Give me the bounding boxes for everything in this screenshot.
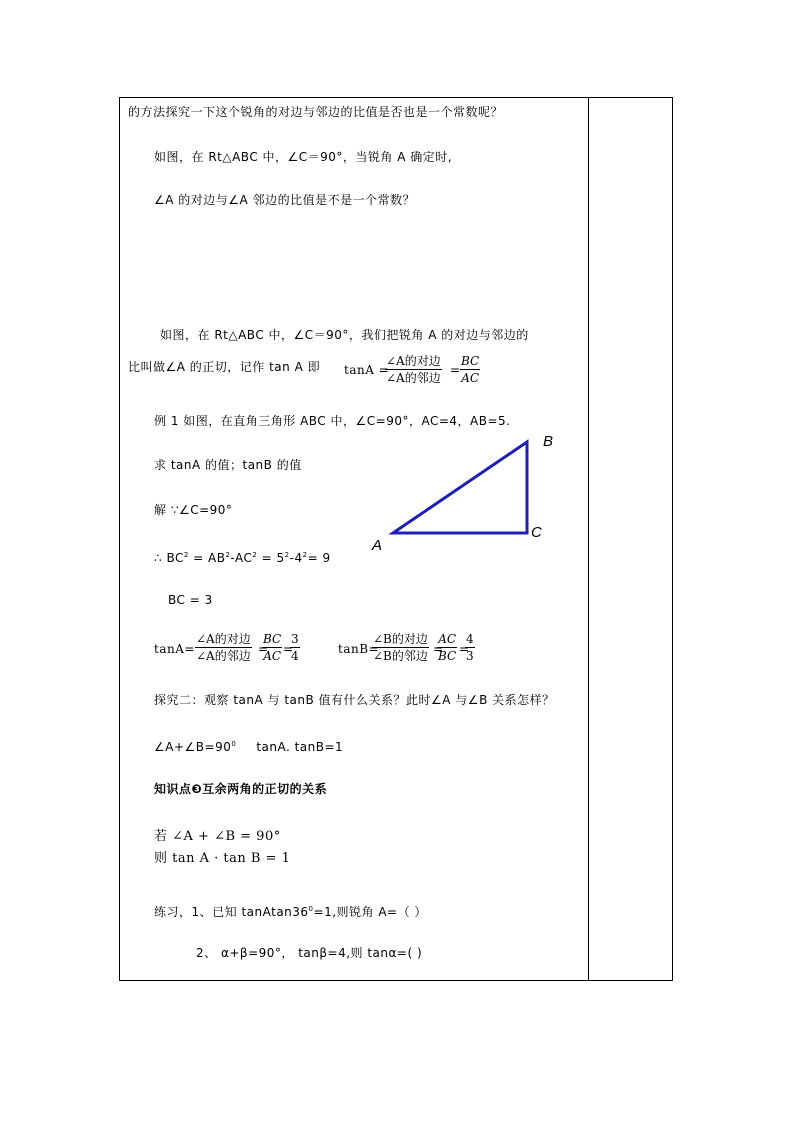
tanB-calc-fraction-1 [372, 632, 429, 663]
equals-sign: = [459, 642, 470, 656]
text-segment: ∠A+∠B=90 [154, 740, 232, 754]
exploration-two: 探究二：观察 tanA 与 tanB 值有什么关系？此时∠A 与∠B 关系怎样？ [154, 693, 555, 707]
superscript: 2 [183, 551, 189, 559]
fraction-numerator: ∠B的对边 [373, 632, 428, 646]
definition-line-1: 如图，在 Rt△ABC 中，∠C＝90°，我们把锐角 A 的对边与邻边的 [160, 328, 529, 342]
fraction-denominator: AC [263, 649, 282, 663]
fraction-denominator: 4 [291, 649, 299, 663]
knowledge-point-heading: 知识点❸互余两角的正切的关系 [154, 782, 328, 796]
tanA-def-lhs: tanA = [344, 363, 390, 377]
text-segment: = AB [188, 551, 226, 565]
vertex-label-b: B [543, 433, 554, 450]
solution-step-1: 解 ∵∠C=90° [154, 503, 233, 517]
intro-line: 的方法探究一下这个锐角的对边与邻边的比值是否也是一个常数呢？ [128, 105, 504, 119]
superscript: 2 [302, 551, 308, 559]
tanA-calc-fraction-2 [262, 632, 282, 663]
superscript: 0 [308, 905, 314, 913]
fraction-numerator: 3 [291, 632, 299, 646]
fraction-numerator: ∠A的对边 [386, 354, 441, 368]
equals-sign: = [433, 642, 444, 656]
theorem-then: 则 tan A · tan B = 1 [154, 851, 291, 866]
fraction-numerator: AC [438, 632, 457, 646]
definition-line-2: 比叫做∠A 的正切，记作 tan A 即 [128, 360, 321, 374]
fraction-numerator: 4 [466, 632, 474, 646]
question-line: ∠A 的对边与∠A 邻边的比值是不是一个常数？ [154, 193, 416, 207]
theorem-if: 若 ∠A + ∠B = 90° [154, 829, 281, 844]
fraction-denominator: ∠B的邻边 [373, 649, 428, 663]
fraction-denominator: AC [461, 371, 480, 385]
text-segment: ∴ BC [154, 551, 184, 565]
tanA-def-fraction-1 [385, 354, 442, 385]
text-segment: 练习，1、已知 tanAtan36 [154, 905, 309, 919]
tanA-calc-fraction-1 [195, 632, 252, 663]
vertex-label-a: A [372, 537, 383, 554]
right-triangle-abc [393, 442, 527, 533]
figure-condition-line: 如图，在 Rt△ABC 中，∠C＝90°，当锐角 A 确定时, [154, 150, 453, 164]
fraction-denominator: ∠A的邻边 [386, 371, 441, 385]
exercise-1 [154, 902, 427, 919]
tanA-def-fraction-2 [460, 354, 480, 385]
text-segment: -AC [230, 551, 253, 565]
text-segment: = 5 [257, 551, 285, 565]
equals-sign: = [258, 642, 269, 656]
solution-step-3: BC = 3 [168, 593, 213, 607]
superscript: 2 [252, 551, 258, 559]
fraction-numerator: BC [461, 354, 480, 368]
example-1-statement: 例 1 如图，在直角三角形 ABC 中，∠C=90°，AC=4，AB=5. [154, 414, 511, 428]
text-segment: -4 [289, 551, 303, 565]
superscript: 2 [284, 551, 290, 559]
example-1-question: 求 tanA 的值；tanB 的值 [154, 458, 302, 472]
tanB-calc-fraction-2 [437, 632, 457, 663]
tanA-calc-lhs: tanA= [154, 642, 195, 656]
superscript: 2 [225, 551, 231, 559]
text-segment: = 9 [307, 551, 331, 565]
fraction-numerator: ∠A的对边 [196, 632, 251, 646]
angle-relation [154, 737, 343, 754]
exercise-2: 2、 α+β=90°， tanβ=4,则 tanα=( ) [196, 946, 423, 960]
fraction-denominator: BC [438, 649, 457, 663]
superscript: 0 [231, 740, 237, 748]
equals-sign: = [450, 363, 461, 377]
table-column-divider [588, 97, 589, 981]
fraction-denominator: ∠A的邻边 [196, 649, 251, 663]
tanB-calc-fraction-3 [465, 632, 475, 663]
equals-sign: = [283, 642, 294, 656]
tanB-calc-lhs: tanB= [338, 642, 380, 656]
text-segment: tanA. tanB=1 [256, 740, 344, 754]
fraction-denominator: 3 [466, 649, 474, 663]
text-segment: =1,则锐角 A=（ ） [313, 905, 427, 919]
solution-step-2 [154, 548, 331, 565]
vertex-label-c: C [531, 524, 542, 541]
fraction-numerator: BC [263, 632, 282, 646]
tanA-calc-fraction-3 [290, 632, 300, 663]
